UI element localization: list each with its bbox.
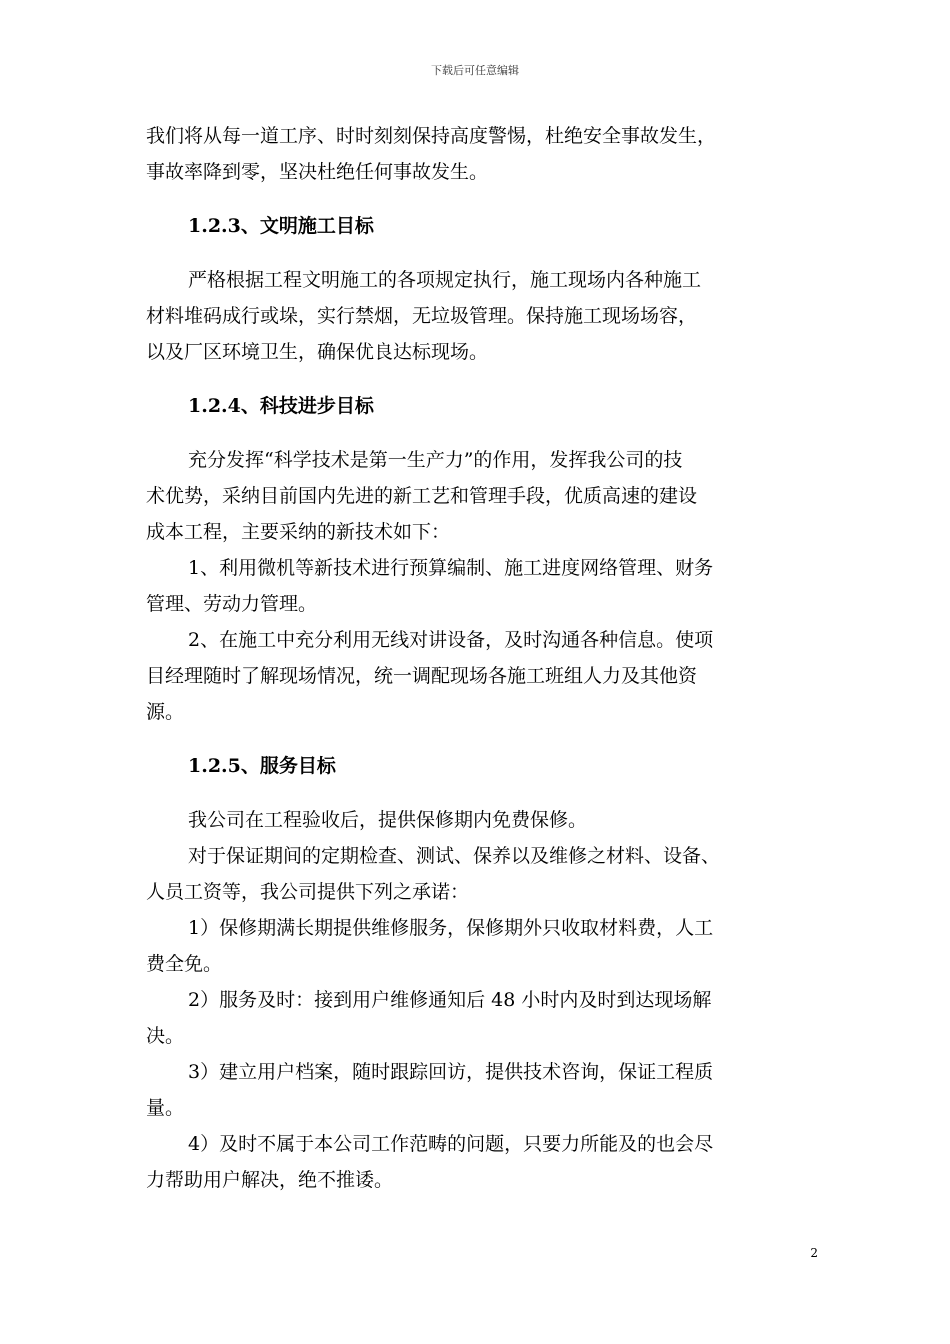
paragraph-line: 严格根据工程文明施工的各项规定执行，施工现场内各种施工 bbox=[188, 269, 702, 291]
paragraph-line: 4）及时不属于本公司工作范畴的问题，只要力所能及的也会尽 bbox=[188, 1133, 714, 1155]
paragraph-line: 术优势，采纳目前国内先进的新工艺和管理手段，优质高速的建设 bbox=[146, 485, 698, 507]
paragraph-line: 力帮助用户解决，绝不推诿。 bbox=[146, 1169, 394, 1191]
paragraph-line: 充分发挥“科学技术是第一生产力”的作用，发挥我公司的技 bbox=[188, 449, 683, 471]
paragraph-line: 我们将从每一道工序、时时刻刻保持高度警惕，杜绝安全事故发生， bbox=[146, 125, 717, 147]
paragraph-line: 以及厂区环境卫生，确保优良达标现场。 bbox=[146, 341, 489, 363]
paragraph-line: 2、在施工中充分利用无线对讲设备，及时沟通各种信息。使项 bbox=[188, 629, 714, 651]
paragraph-line: 材料堆码成行或垛，实行禁烟，无垃圾管理。保持施工现场场容， bbox=[146, 305, 698, 327]
paragraph-line: 人员工资等，我公司提供下列之承诺： bbox=[146, 881, 470, 903]
section-heading-1-2-5: 1.2.5、服务目标 bbox=[188, 755, 336, 777]
paragraph-line: 源。 bbox=[146, 701, 185, 723]
page-header: 下载后可任意编辑 bbox=[431, 64, 519, 77]
paragraph-line: 目经理随时了解现场情况，统一调配现场各施工班组人力及其他资 bbox=[146, 665, 698, 687]
paragraph-line: 决。 bbox=[146, 1025, 185, 1047]
paragraph-line: 费全免。 bbox=[146, 953, 223, 975]
section-heading-1-2-4: 1.2.4、科技进步目标 bbox=[188, 395, 374, 417]
document-body bbox=[146, 118, 816, 1198]
paragraph-line: 成本工程，主要采纳的新技术如下： bbox=[146, 521, 451, 543]
section-heading-1-2-3: 1.2.3、文明施工目标 bbox=[188, 215, 374, 237]
paragraph-line: 2）服务及时：接到用户维修通知后 48 小时内及时到达现场解 bbox=[188, 989, 712, 1011]
paragraph-line: 事故率降到零，坚决杜绝任何事故发生。 bbox=[146, 161, 489, 183]
paragraph-line: 1、利用微机等新技术进行预算编制、施工进度网络管理、财务 bbox=[188, 557, 714, 579]
page-number: 2 bbox=[810, 1246, 818, 1260]
paragraph-line: 1）保修期满长期提供维修服务，保修期外只收取材料费，人工 bbox=[188, 917, 714, 939]
paragraph-line: 我公司在工程验收后，提供保修期内免费保修。 bbox=[188, 809, 588, 831]
paragraph-line: 对于保证期间的定期检查、测试、保养以及维修之材料、设备、 bbox=[188, 845, 721, 867]
paragraph-line: 管理、劳动力管理。 bbox=[146, 593, 318, 615]
paragraph-line: 量。 bbox=[146, 1097, 185, 1119]
paragraph-line: 3）建立用户档案，随时跟踪回访，提供技术咨询，保证工程质 bbox=[188, 1061, 714, 1083]
